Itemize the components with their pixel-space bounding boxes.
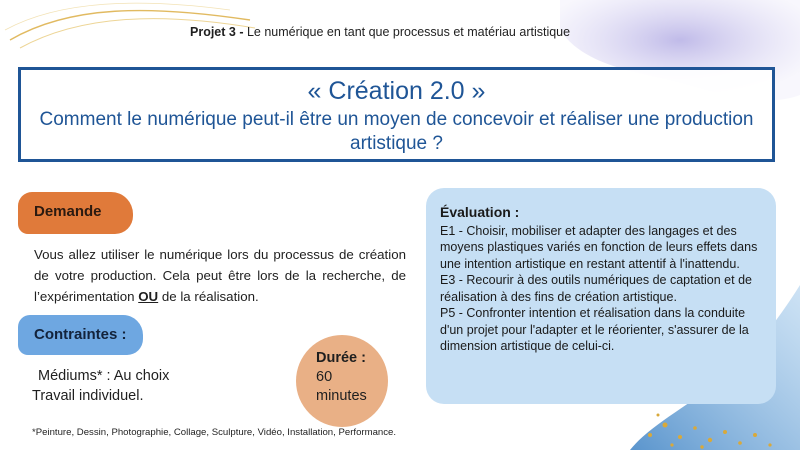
duration-value: 60 (316, 369, 333, 385)
constraints-list (32, 366, 169, 406)
demande-text-emphasis: OU (138, 289, 159, 304)
demande-text (34, 244, 406, 307)
mediums-footnote: *Peinture, Dessin, Photographie, Collage, Sculpture, Vidéo, Installation, Performance. (32, 427, 397, 438)
evaluation-e3: E3 - Recourir à des outils numériques de captation et de réalisation à des fins de création artistique. (440, 273, 752, 304)
demande-label: Demande (18, 192, 133, 234)
project-subtitle: Le numérique en tant que processus et matériau artistique (243, 25, 571, 39)
duration-badge (296, 335, 388, 427)
evaluation-panel (426, 188, 776, 404)
evaluation-e1: E1 - Choisir, mobiliser et adapter des langages et des moyens plastiques variés en fonction de leurs effets dans une intention artistique en restant attentif à l'inattendu. (440, 223, 758, 271)
constraint-mediums: Médiums* : Au choix (38, 368, 170, 384)
contraintes-label: Contraintes : (18, 315, 143, 355)
page-title: « Création 2.0 » (307, 77, 486, 105)
demande-text-part1: Vous allez utiliser le numérique lors du processus de création de votre production. Cela peut être lors de la recherche, de l’expérimentation (34, 247, 406, 304)
evaluation-label: Évaluation : (440, 204, 520, 220)
title-box (18, 67, 775, 162)
duration-label: Durée : (316, 350, 366, 366)
guiding-question: Comment le numérique peut-il être un moyen de concevoir et réaliser une production artistique ? (39, 109, 754, 154)
evaluation-p5: P5 - Confronter intention et réalisation dans la conduite d'un projet pour l'adapter et le réorienter, s'assurer de la dimension artistique de celui-ci. (440, 306, 749, 353)
constraint-individual: Travail individuel. (32, 388, 144, 404)
project-label: Projet 3 - (190, 25, 244, 39)
demande-text-part2: de la réalisation. (158, 289, 259, 304)
duration-unit: minutes (316, 388, 367, 404)
